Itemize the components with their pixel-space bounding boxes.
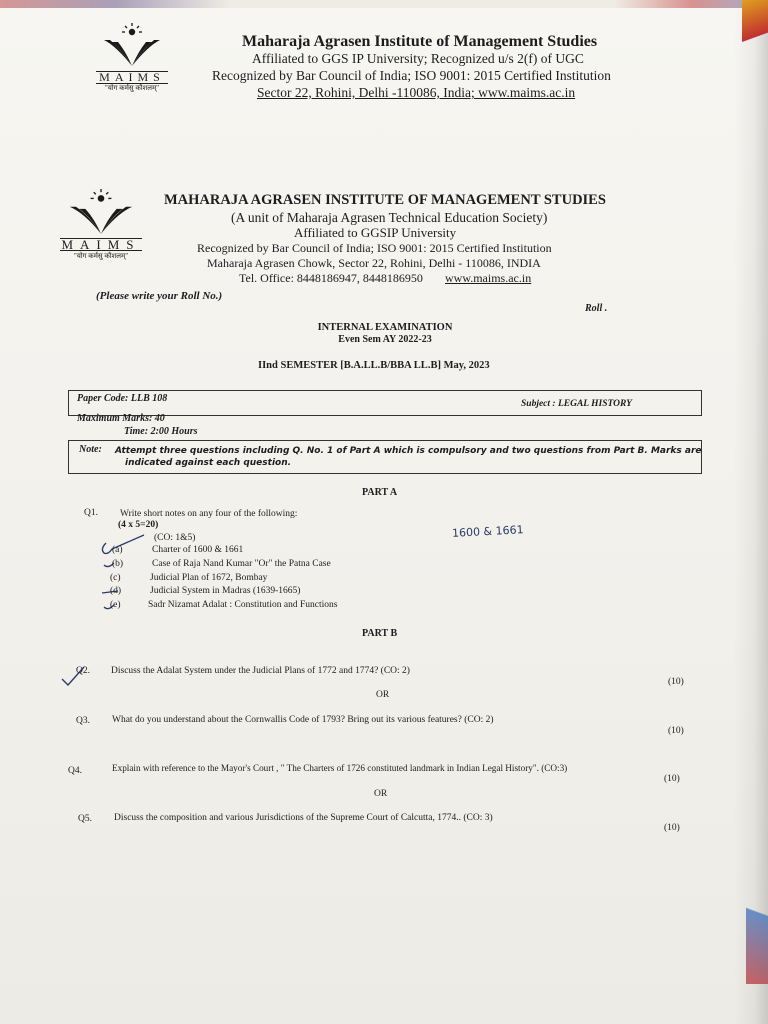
logo-motto-second: "योग कर्मसु कौशलम्" bbox=[73, 252, 129, 260]
q1-text: Write short notes on any four of the following: bbox=[120, 509, 298, 519]
top-affiliation: Affiliated to GGS IP University; Recognized u/s 2(f) of UGC bbox=[252, 51, 584, 66]
logo-emblem-icon-second bbox=[60, 188, 142, 238]
unit-line: (A unit of Maharaja Agrasen Technical Education Society) bbox=[231, 210, 548, 225]
maims-logo-top bbox=[96, 22, 168, 92]
or-label-2: OR bbox=[374, 789, 388, 799]
part-a-heading: PART A bbox=[362, 487, 398, 498]
note-box bbox=[68, 440, 702, 474]
top-institute-name: Maharaja Agrasen Institute of Management Studies bbox=[242, 33, 598, 50]
paper-code: Paper Code: LLB 108 bbox=[77, 393, 168, 404]
note-text-1: Attempt three questions including Q. No. 1 of Part A which is compulsory and two questions from Part B. Marks are bbox=[115, 446, 702, 456]
handwritten-tick-marks bbox=[96, 533, 156, 633]
q1-number: Q1. bbox=[84, 508, 98, 518]
q2-text: Discuss the Adalat System under the Judicial Plans of 1772 and 1774? (CO: 2) bbox=[111, 666, 410, 676]
logo-motto: "योग कर्मसु कौशलम्" bbox=[104, 84, 160, 92]
roll-label: Roll . bbox=[585, 303, 608, 314]
q1-item-c-text: Judicial Plan of 1672, Bombay bbox=[150, 573, 268, 583]
q1-item-d-label: (d) bbox=[110, 586, 122, 596]
roll-instruction: (Please write your Roll No.) bbox=[96, 290, 223, 302]
q5-number: Q5. bbox=[78, 814, 92, 824]
q1-co: (CO: 1&5) bbox=[154, 533, 196, 543]
q3-marks: (10) bbox=[668, 726, 684, 736]
q4-number: Q4. bbox=[68, 766, 82, 776]
q3-number: Q3. bbox=[76, 716, 90, 726]
logo-emblem-icon bbox=[96, 22, 168, 70]
q4-text: Explain with reference to the Mayor's Court , " The Charters of 1726 constituted landmark in Indian Legal History". (CO:3) bbox=[112, 763, 568, 773]
q1-item-a-label: (a) bbox=[112, 545, 123, 555]
top-recognition: Recognized by Bar Council of India; ISO 9001: 2015 Certified Institution bbox=[212, 68, 611, 83]
q2-number: Q2. bbox=[76, 666, 90, 676]
q1-item-a-text: Charter of 1600 & 1661 bbox=[152, 545, 244, 555]
top-address: Sector 22, Rohini, Delhi -110086, India; www.maims.ac.in bbox=[257, 85, 576, 100]
q1-item-e-label: (e) bbox=[110, 600, 121, 610]
handwritten-note: 1600 & 1661 bbox=[451, 523, 524, 540]
paper-subject: Subject : LEGAL HISTORY bbox=[521, 399, 632, 409]
time-allowed: Time: 2:00 Hours bbox=[124, 426, 198, 437]
institute-name: MAHARAJA AGRASEN INSTITUTE OF MANAGEMENT STUDIES bbox=[164, 192, 606, 208]
background-corner-top bbox=[742, 0, 768, 60]
q1-item-e-text: Sadr Nizamat Adalat : Constitution and Functions bbox=[148, 600, 338, 610]
q1-item-c-label: (c) bbox=[110, 573, 121, 583]
note-text-2: indicated against each question. bbox=[125, 458, 292, 468]
or-label-1: OR bbox=[376, 690, 390, 700]
background-corner-bottom bbox=[746, 864, 768, 984]
q4-marks: (10) bbox=[664, 774, 680, 784]
website-link: www.maims.ac.in bbox=[445, 271, 532, 285]
exam-semester: IInd SEMESTER [B.A.LL.B/BBA LL.B] May, 2023 bbox=[258, 360, 490, 371]
q3-text: What do you understand about the Cornwallis Code of 1793? Bring out its various features? (CO: 2) bbox=[112, 715, 494, 725]
part-b-heading: PART B bbox=[362, 628, 398, 639]
q1-item-d-text: Judicial System in Madras (1639-1665) bbox=[150, 586, 301, 596]
affiliation-line: Affiliated to GGSIP University bbox=[294, 225, 457, 240]
paper-top-edge bbox=[0, 0, 768, 8]
q1-item-b-label: (b) bbox=[112, 559, 124, 569]
exam-title: INTERNAL EXAMINATION bbox=[317, 322, 453, 333]
q5-text: Discuss the composition and various Jurisdictions of the Supreme Court of Calcutta, 1774.. (CO: 3) bbox=[114, 813, 493, 823]
q1-marks: (4 x 5=20) bbox=[118, 520, 159, 530]
address-line: Maharaja Agrasen Chowk, Sector 22, Rohini, Delhi - 110086, INDIA bbox=[207, 256, 541, 270]
phone-line: Tel. Office: 8448186947, 8448186950 bbox=[239, 271, 423, 285]
logo-letters-second: MAIMS bbox=[61, 237, 141, 252]
note-label: Note: bbox=[79, 444, 102, 455]
q1-item-b-text: Case of Raja Nand Kumar "Or" the Patna Case bbox=[152, 559, 331, 569]
recognition-line: Recognized by Bar Council of India; ISO 9001: 2015 Certified Institution bbox=[197, 241, 552, 255]
max-marks: Maximum Marks: 40 bbox=[77, 413, 165, 424]
logo-letters: MAIMS bbox=[96, 71, 168, 84]
exam-session: Even Sem AY 2022-23 bbox=[338, 334, 432, 345]
q2-marks: (10) bbox=[668, 677, 684, 687]
maims-logo-second bbox=[60, 188, 142, 270]
q5-marks: (10) bbox=[664, 823, 680, 833]
